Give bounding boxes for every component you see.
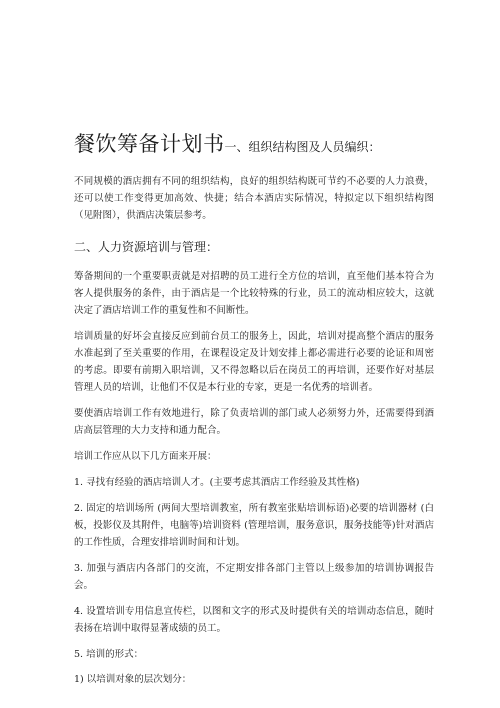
sub-list-item-1: 1) 以培训对象的层次划分： — [74, 674, 192, 685]
title-main: 餐饮筹备计划书 — [74, 132, 225, 156]
list-item-1: 1. 寻找有经验的酒店培训人才。(主要考虑其酒店工作经验及其性格) — [74, 477, 360, 488]
list-item-4: 4. 设置培训专用信息宣传栏，以图和文字的形式及时提供有关的培训动态信息，随时表扬在培训中取得显著成绩的员工。 — [74, 606, 434, 634]
paragraph-training-quality: 培训质量的好坏会直接反应到前台员工的服务上，因此，培训对提高整个酒店的服务水准起到了至关重要的作用，在课程设定及计划安排上都必需进行必要的论证和周密的考虑。即要有前期入职培训，又不得忽略以后在岗员工的再培训，还要作好对基层管理人员的培训，让他们不仅是本行业的专家，更是一名优秀的培训者。 — [74, 331, 434, 393]
intro-paragraph: 不同规模的酒店拥有不同的组织结构，良好的组织结构既可节约不必要的人力浪费，还可以使工作变得更加高效、快捷；结合本酒店实际情况，特拟定以下组织结构图（见附图），供酒店决策层参考。 — [74, 176, 434, 221]
list-item-3: 3. 加强与酒店内各部门的交流，不定期安排各部门主管以上级参加的培训协调报告会。 — [74, 563, 434, 591]
title-subheading: 一、组织结构图及人员编织： — [224, 140, 381, 154]
paragraph-management-support: 要使酒店培训工作有效地进行，除了负责培训的部门或人必须努力外，还需要得到酒店高层管理的大力支持和通力配合。 — [74, 408, 434, 436]
document-page — [74, 130, 434, 696]
list-item-5: 5. 培训的形式： — [74, 649, 144, 660]
document-title — [74, 130, 434, 161]
section-heading-hr-training: 二、人力资源培训与管理： — [74, 240, 219, 254]
paragraph-training-aspects: 培训工作应从以下几方面来开展： — [74, 451, 217, 462]
list-item-2: 2. 固定的培训场所 (两间大型培训教室，所有教室张贴培训标语)必要的培训器材 (白板，投影仪及其附件，电脑等)培训资料 (管理培训，服务意识，服务技能等)针对酒店的工作性质，合理安排培训时间和计划。 — [74, 503, 434, 548]
paragraph-recruit-training: 筹备期间的一个重要职责就是对招聘的员工进行全方位的培训，直至他们基本符合为客人提供服务的条件，由于酒店是一个比较特殊的行业，员工的流动相应较大，这就决定了酒店培训工作的重复性和不间断性。 — [74, 271, 434, 316]
